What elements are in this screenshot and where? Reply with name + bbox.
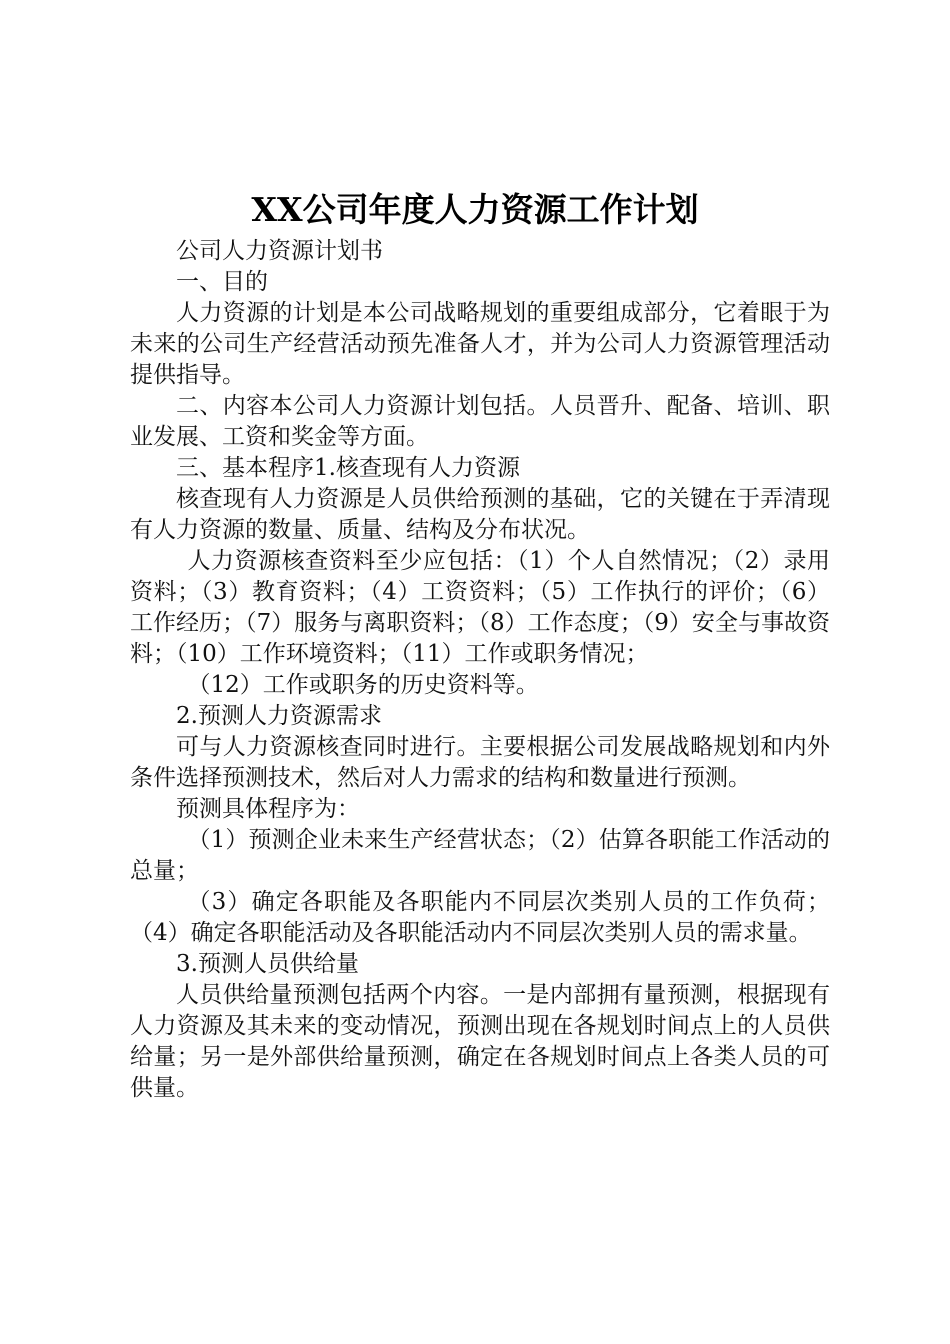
paragraph-demand-heading: 2.预测人力资源需求: [176, 703, 382, 729]
paragraph-demand-steps-2: （3）确定各职能及各职能内不同层次类别人员的工作负荷；（4）确定各职能活动及各职能活动内不同层次类别人员的需求量。: [130, 889, 830, 946]
paragraph-plan-heading: 公司人力资源计划书: [176, 238, 383, 264]
document-title: XX公司年度人力资源工作计划: [251, 190, 699, 229]
paragraph-demand-steps-1: （1）预测企业未来生产经营状态；（2）估算各职能工作活动的总量；: [130, 827, 830, 884]
paragraph-demand-steps-intro: 预测具体程序为：: [176, 796, 360, 822]
paragraph-audit-materials: 人力资源核查资料至少应包括：（1）个人自然情况；（2）录用资料；（3）教育资料；（4）工资资料；（5）工作执行的评价；（6）工作经历；（7）服务与离职资料；（8）工作态度；（9）安全与事故资料；（10）工作环境资料；（11）工作或职务情况；: [130, 548, 830, 667]
paragraph-demand-text: 可与人力资源核查同时进行。主要根据公司发展战略规划和内外条件选择预测技术，然后对人力需求的结构和数量进行预测。: [130, 734, 830, 791]
paragraph-section-content: 二、内容本公司人力资源计划包括。人员晋升、配备、培训、职业发展、工资和奖金等方面。: [130, 393, 830, 450]
paragraph-audit-text: 核查现有人力资源是人员供给预测的基础，它的关键在于弄清现有人力资源的数量、质量、结构及分布状况。: [130, 486, 830, 543]
paragraph-supply-text: 人员供给量预测包括两个内容。一是内部拥有量预测，根据现有人力资源及其未来的变动情况，预测出现在各规划时间点上的人员供给量；另一是外部供给量预测，确定在各规划时间点上各类人员的可供量。: [130, 982, 830, 1101]
paragraph-section-procedure: 三、基本程序1.核查现有人力资源: [176, 455, 520, 481]
paragraph-section-purpose: 一、目的: [176, 269, 268, 295]
paragraph-supply-heading: 3.预测人员供给量: [176, 951, 359, 977]
paragraph-purpose-text: 人力资源的计划是本公司战略规划的重要组成部分，它着眼于为未来的公司生产经营活动预先准备人才，并为公司人力资源管理活动提供指导。: [130, 300, 830, 388]
paragraph-audit-materials-end: （12）工作或职务的历史资料等。: [187, 672, 539, 698]
document-body: [130, 236, 830, 1104]
